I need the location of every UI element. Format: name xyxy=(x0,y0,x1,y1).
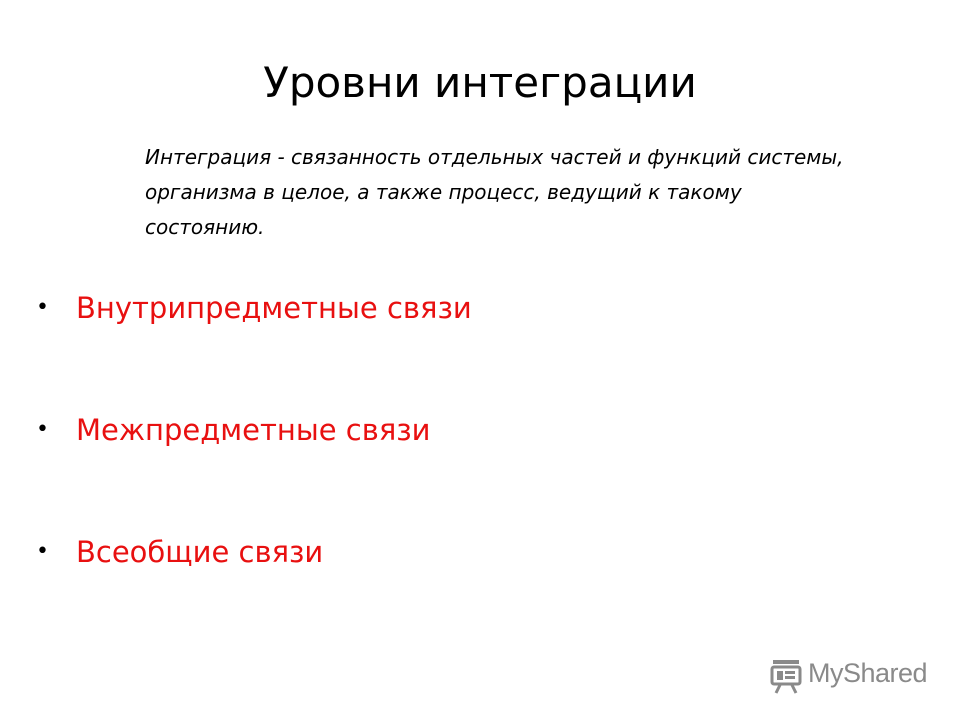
myshared-logo xyxy=(768,656,928,696)
list-item xyxy=(36,288,472,328)
bullet-icon: • xyxy=(36,539,49,564)
slide-title: Уровни интеграции xyxy=(263,58,697,107)
bullet-list xyxy=(36,288,472,654)
presentation-board-icon xyxy=(768,658,804,694)
bullet-icon: • xyxy=(36,417,49,442)
bullet-icon: • xyxy=(36,295,49,320)
bullet-text: Всеобщие связи xyxy=(76,535,324,569)
logo-text: MyShared xyxy=(808,658,928,688)
bullet-text: Внутрипредметные связи xyxy=(76,291,472,325)
list-item xyxy=(36,532,472,572)
definition-text: Интеграция - связанность отдельных частей и функций системы, организма в целое, а также процесс, ведущий к такому состоянию. xyxy=(145,145,844,239)
list-item xyxy=(36,410,472,450)
bullet-text: Межпредметные связи xyxy=(76,413,431,447)
